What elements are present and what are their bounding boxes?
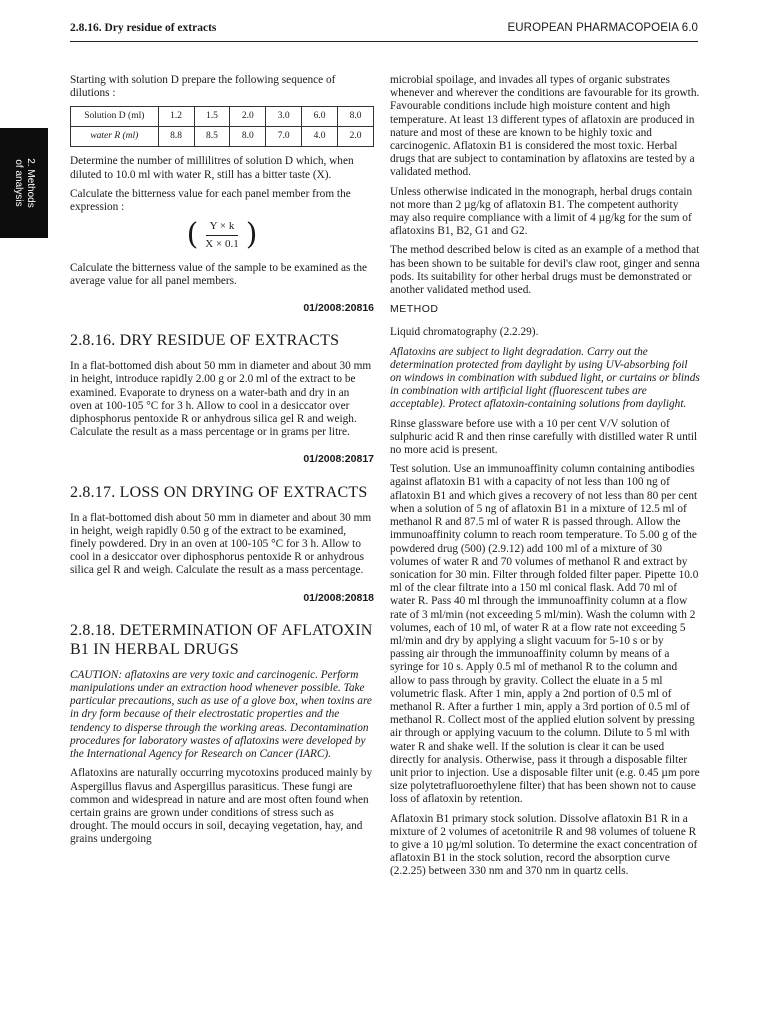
paragraph: Liquid chromatography (2.2.29). [390, 326, 539, 339]
method-heading: METHOD [390, 303, 439, 316]
paragraph: Rinse glassware before use with a 10 per cent V/V solution of sulphuric acid R and then rinse carefully with distilled water R until no more acid is present. [390, 417, 698, 457]
table-cell: 2.0 [338, 127, 374, 147]
section-title: 2.8.17. LOSS ON DRYING OF EXTRACTS [70, 483, 368, 501]
table-cell: 1.5 [194, 107, 230, 127]
table-cell: 8.0 [230, 127, 266, 147]
paragraph: Determine the number of millilitres of solution D which, when diluted to 10.0 ml with water R, still has a bitter taste (X). [70, 155, 354, 181]
formula-denominator: X × 0.1 [205, 238, 239, 251]
dilution-table [70, 106, 374, 147]
section-header: 2.8.16. Dry residue of extracts [70, 22, 217, 34]
table-cell: 4.0 [302, 127, 338, 147]
caution-note: CAUTION: aflatoxins are very toxic and carcinogenic. Perform manipulations under an extraction hood whenever possible. Take particular precautions, such as use of a glove box, when toxins are in dry form because of their electrostatic properties and the tendency to disperse through the working areas. Decontamination procedures for laboratory wastes of aflatoxins were developed by the International Agency for Research on Cancer (IARC). [70, 668, 372, 761]
publication-header: EUROPEAN PHARMACOPOEIA 6.0 [507, 22, 698, 34]
left-column [70, 74, 374, 853]
paragraph: microbial spoilage, and invades all types of organic substrates whenever and wherever the conditions are favourable for its growth. Favourable conditions include high moisture content and high temperature. At least 13 different types of aflatoxin are produced in nature and most of these are known to be highly toxic and carcinogenic. Aflatoxin B1 is considered the most toxic. Herbal drugs that are subject to contamination by aflatoxins are tested by a validated method. [390, 74, 700, 179]
table-cell: Solution D (ml) [71, 107, 159, 127]
side-tab-label: 2. Methods of analysis [13, 158, 36, 208]
paragraph: In a flat-bottomed dish about 50 mm in diameter and about 30 mm in height, introduce rapidly 2.00 g or 2.0 ml of the extract to be examined. Evaporate to dryness on a water-bath and dry in an oven at 100-105 °C for 3 h. Allow to cool in a desiccator over diphosphorus pentoxide R or anhydrous silica gel R and weigh. Calculate the result as a mass percentage or in grams per litre. [70, 360, 372, 439]
chapter-side-tab [0, 128, 48, 238]
right-column [390, 74, 700, 885]
formula-numerator: Y × k [206, 220, 239, 236]
table-cell: 8.8 [158, 127, 194, 147]
bitterness-formula: ( $\frac{Y \times k}{X \times 0.1}$ ) [186, 217, 258, 253]
paragraph: Unless otherwise indicated in the monograph, herbal drugs contain not more than 2 µg/kg of aflatoxin B1. The competent authority may also require compliance with a limit of 4 µg/kg for the sum of aflatoxins B1, B2, G1 and G2. [390, 185, 693, 238]
table-cell: 7.0 [266, 127, 302, 147]
stock-solution-paragraph: Aflatoxin B1 primary stock solution. Dissolve aflatoxin B1 R in a mixture of 2 volumes of acetonitrile R and 98 volumes of toluene R to give a 10 µg/ml solution. To determine the exact concentration of aflatoxin B1 in the stock solution, record the absorption curve (2.2.25) between 330 nm and 370 nm in quartz cells. [390, 812, 698, 878]
section-title: 2.8.18. DETERMINATION OF AFLATOXIN B1 IN HERBAL DRUGS [70, 621, 373, 658]
section-title: 2.8.16. DRY RESIDUE OF EXTRACTS [70, 332, 340, 350]
document-id: 01/2008:20817 [303, 453, 374, 466]
paragraph: In a flat-bottomed dish about 50 mm in diameter and about 30 mm in height, weigh rapidly 0.50 g of the extract to be examined, finely powdered. Dry in an oven at 100-105 °C for 3 h. Allow to cool in a desiccator over diphosphorus pentoxide R or anhydrous silica gel R and weigh. Calculate the result as a mass percentage. [70, 511, 372, 577]
paragraph: The method described below is cited as an example of a method that has been shown to be suitable for devil's claw root, ginger and senna pods. Its suitability for other herbal drugs must be demonstrated or another validated method used. [390, 244, 700, 297]
document-id: 01/2008:20816 [303, 302, 374, 315]
document-id: 01/2008:20818 [303, 591, 374, 604]
table-row [71, 127, 374, 147]
paragraph: Aflatoxins are naturally occurring mycotoxins produced mainly by Aspergillus flavus and Aspergillus parasiticus. These fungi are common and widespread in nature and are most often found when certain grains are grown under conditions of stress such as drought. The mould occurs in soil, decaying vegetation, hay, and grains undergoing [70, 767, 373, 846]
table-cell: 2.0 [230, 107, 266, 127]
table-cell: 1.2 [158, 107, 194, 127]
running-header [70, 20, 698, 42]
light-warning: Aflatoxins are subject to light degradation. Carry out the determination protected from daylight by using UV-absorbing foil on windows in combination with subdued light, or curtains or blinds in combination with artificial light (fluorescent tubes are acceptable). Protect aflatoxin-containing solutions from daylight. [390, 345, 700, 411]
table-cell: 8.0 [338, 107, 374, 127]
table-cell: water R (ml) [71, 127, 159, 147]
paragraph: Calculate the bitterness value of the sample to be examined as the average value for all panel members. [70, 261, 368, 287]
test-solution-paragraph: Test solution. Use an immunoaffinity column containing antibodies against aflatoxin B1 with a capacity of not less than 100 ng of aflatoxin B1 and which gives a recovery of not less than 80 per cent when a solution of 5 ng of aflatoxin B1 in a mixture of 12.5 ml of methanol R and 87.5 ml of water R is passed through. Allow the immunoaffinity column to reach room temperature. To 5.00 g of the powdered drug (500) (2.9.12) add 100 ml of a mixture of 30 volumes of water R and 70 volumes of methanol R and extract by sonication for 30 min. Filter through folded filter paper. Pipette 10.0 ml of the clear filtrate into a 150 ml conical flask. Add 70 ml of water R. Pass 40 ml through the immunoaffinity column at a flow rate of 3 ml/min (not exceeding 5 ml/min). Wash the column with 2 volumes, each of 10 ml, of water R at a flow rate not exceeding 5 ml/min and dry by applying a slight vacuum for 5-10 s or by passing air through the immunoaffinity column by means of a syringe for 10 s. Apply 0.5 ml of methanol R to the column and allow to pass through by gravity. Collect the eluate in a 5 ml volumetric flask. After 1 min, apply a 2nd portion of 0.5 ml of methanol R. After a further 1 min, apply a 3rd portion of 0.5 ml of methanol R. Collect most of the applied elution solvent by pressing air through or applying vacuum to the column. Dilute to 5 ml with water R and shake well. If the solution is clear it can be used directly for analysis. Otherwise, pass it through a disposable filter unit prior to injection. Use a disposable filter unit (e.g. 0.45 µm pore size polytetrafluoroethylene filter) that has been shown not to cause loss of aflatoxin by retention. [390, 463, 700, 806]
table-cell: 3.0 [266, 107, 302, 127]
table-row [71, 107, 374, 127]
table-cell: 8.5 [194, 127, 230, 147]
table-cell: 6.0 [302, 107, 338, 127]
dilution-intro: Starting with solution D prepare the following sequence of dilutions : [70, 74, 336, 100]
paragraph: Calculate the bitterness value for each panel member from the expression : [70, 187, 351, 214]
